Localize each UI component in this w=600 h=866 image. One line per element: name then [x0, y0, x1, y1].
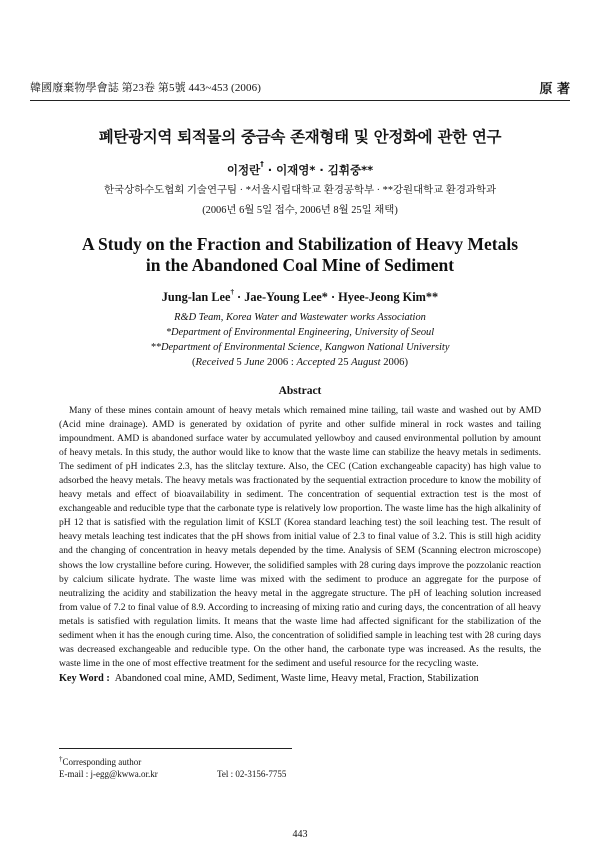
footnote-rule: [59, 748, 292, 749]
accepted-label: Accepted: [296, 357, 336, 368]
affiliation-2: *Department of Environmental Engineering, University of Seoul: [165, 327, 435, 338]
page-number: 443: [292, 829, 308, 840]
corresponding-mark: †: [260, 160, 264, 168]
article-type-tag: 原 著: [539, 82, 570, 97]
english-dates: [40, 357, 560, 368]
english-title-line-1: A Study on the Fraction and Stabilization of Heavy Metals: [81, 234, 519, 254]
accepted-day: 25: [335, 357, 352, 368]
korean-author-first: 이정란: [226, 163, 261, 177]
received-month: June: [244, 357, 265, 368]
received-label: Received: [195, 357, 234, 368]
received-day: 5: [233, 357, 245, 368]
accepted-month: August: [351, 357, 381, 368]
journal-citation: 韓國廢棄物學會誌 第23卷 第5號 443~453 (2006): [30, 82, 261, 94]
korean-title: 폐탄광지역 퇴적물의 중금속 존재형태 및 안정화에 관한 연구: [98, 128, 502, 146]
english-affiliations: [40, 310, 560, 355]
date-open: (: [192, 357, 196, 368]
date-mid: 2006 :: [264, 357, 297, 368]
keywords: [59, 673, 479, 684]
english-authors: [40, 290, 560, 305]
corresponding-mark-en: †: [230, 288, 234, 296]
abstract-heading: Abstract: [278, 385, 322, 397]
affiliation-3: **Department of Environmental Science, Kangwon National University: [150, 342, 450, 353]
keywords-label: Key Word :: [59, 673, 110, 684]
date-close: 2006): [380, 357, 408, 368]
english-author-first: Jung-lan Lee: [161, 290, 231, 304]
korean-author-others: · 이재영* · 김휘중**: [263, 163, 374, 177]
english-author-others: · Jae-Young Lee* · Hyee-Jeong Kim**: [233, 290, 439, 304]
english-title: [40, 234, 560, 276]
english-title-line-2: in the Abandoned Coal Mine of Sediment: [145, 255, 455, 275]
footnote-mark: †: [59, 755, 63, 763]
footnote-tel: Tel : 02-3156-7755: [217, 769, 287, 779]
running-header: [30, 76, 570, 101]
keywords-text: Abandoned coal mine, AMD, Sediment, Waste lime, Heavy metal, Fraction, Stabilization: [114, 673, 479, 684]
footnote-email: E-mail : j-egg@kwwa.or.kr: [59, 769, 158, 779]
korean-dates: (2006년 6월 5일 접수, 2006년 8월 25일 채택): [202, 205, 398, 216]
footnote-corresponding: [59, 757, 141, 767]
footnote-label: Corresponding author: [62, 757, 142, 767]
abstract-body: Many of these mines contain amount of heavy metals which remained mine tailing, tail waste and washed out by AMD (Acid mine drainage). AMD is generated by oxidation of pyrite and other sulfide mineral in rock wastes and tailing impoundment. AMD is abandoned surface water by accumulated yellowboy and caused environmental pollution by amount of heavy metals. In this study, the author would like to know that the waste lime can stabilize the heavy metals in sediments. The sediment of pH indicates 2.3, has the slitclay texture. Also, the CEC (Cation exchangeable capacity) has high value to adsorbed the heavy metals. The heavy metals was fractionated by the sequential extraction procedure to know the mobility of heavy metals and effect of bioavailability in sediment. The concentration of sequential extraction test is the most of exchangeable and reducible type that the carbonate type is relatively low proportion. The waste lime has the high alkalinity of pH 12 that is satisfied with the regulation limit of KSLT (Korea standard leaching test) the soil leaching test. The result of heavy metals leaching test indicates that the pH shows from initial value of 2.3 to final value of 3.2. This is still high acidity and the changing of concentration in heavy metals depended by the time. Analysis of SEM (Scanning electron microscope) shows the low crystalline before curing. However, the solidified samples with 28 curing days improve the pozzolanic reaction by calcium silicate hydrate. The waste lime was mixed with the sediment to produce an aggregate for the purpose of neutralizing the acidity and stabilization the heavy metal in the aggregate structure. The pH of leaching solution increased from value of 7.2 to final value of 8.9. According to increasing of mixing ratio and curing days, the concentration of all heavy metals is satisfied with regulation limits. It means that the waste lime had affected significant for the stabilization of the sediment when it has the enough curing time. Also, the concentration of solidified sample in leaching test with 28 curing days was decreased exchangeable and reducible type. On the other hand, the carbonate type was increased. As the results, the waste lime in the one of most effective treatment for the sediment and useful resource for the recycling waste.: [59, 405, 541, 669]
korean-affiliation: 한국상하수도협회 기술연구팀 · *서울시립대학교 환경공학부 · **강원대학교 환경과학과: [104, 185, 496, 196]
affiliation-1: R&D Team, Korea Water and Wastewater works Association: [174, 312, 426, 323]
korean-authors: [40, 162, 560, 178]
